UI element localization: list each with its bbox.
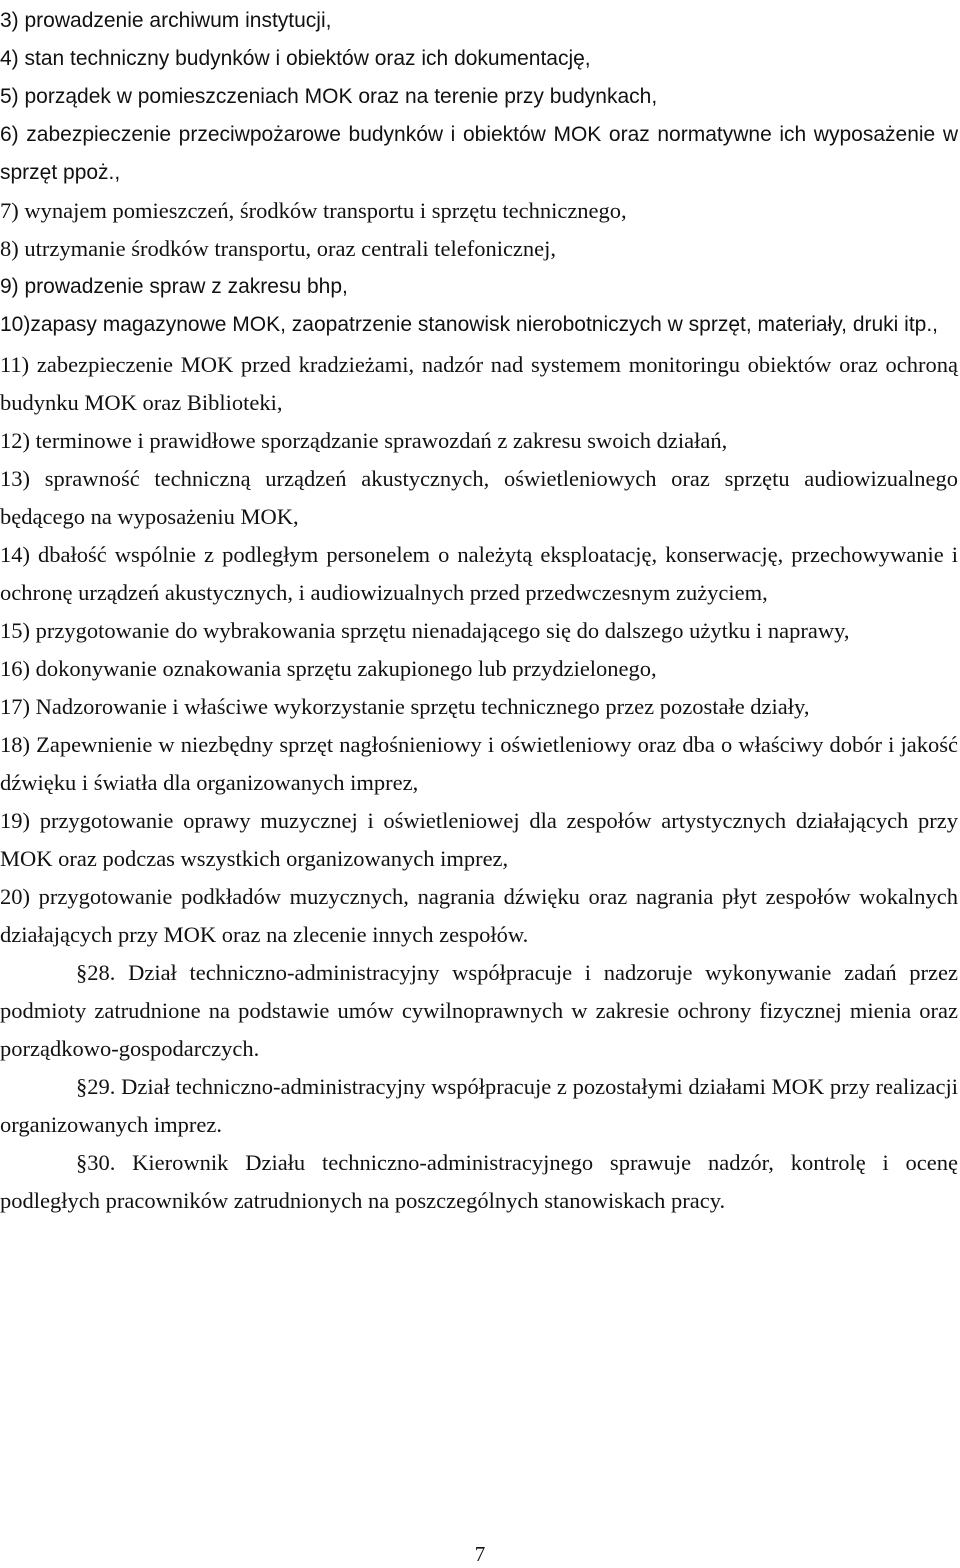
list-item: 18) Zapewnienie w niezbędny sprzęt nagłośnieniowy i oświetleniowy oraz dba o właściwy dobór i jakość dźwięku i światła dla organizowanych imprez, — [0, 732, 958, 795]
list-item: 16) dokonywanie oznakowania sprzętu zakupionego lub przydzielonego, — [0, 656, 657, 681]
list-item: 9) prowadzenie spraw z zakresu bhp, — [0, 275, 348, 298]
list-item: 15) przygotowanie do wybrakowania sprzętu nienadającego się do dalszego użytku i naprawy, — [0, 618, 850, 643]
list-item: 5) porządek w pomieszczeniach MOK oraz na terenie przy budynkach, — [0, 85, 658, 108]
list-item: 19) przygotowanie oprawy muzycznej i oświetleniowej dla zespołów artystycznych działających przy MOK oraz podczas wszystkich organizowanych imprez, — [0, 808, 958, 871]
list-item: 8) utrzymanie środków transportu, oraz centrali telefonicznej, — [0, 236, 557, 261]
page-number: 7 — [474, 1542, 486, 1566]
list-item: 10)zapasy magazynowe MOK, zaopatrzenie stanowisk nierobotniczych w sprzęt, materiały, druki itp., — [0, 313, 939, 336]
list-item: 13) sprawność techniczną urządzeń akustycznych, oświetleniowych oraz sprzętu audiowizualnego będącego na wyposażeniu MOK, — [0, 466, 958, 529]
document-body — [0, 2, 958, 1220]
section-paragraph: §30. Kierownik Działu techniczno-administracyjnego sprawuje nadzór, kontrolę i ocenę podległych pracowników zatrudnionych na poszczególnych stanowiskach pracy. — [0, 1150, 958, 1213]
list-item: 7) wynajem pomieszczeń, środków transportu i sprzętu technicznego, — [0, 198, 627, 223]
list-item: 17) Nadzorowanie i właściwe wykorzystanie sprzętu technicznego przez pozostałe działy, — [0, 694, 810, 719]
list-item: 3) prowadzenie archiwum instytucji, — [0, 9, 332, 32]
list-item: 4) stan techniczny budynków i obiektów oraz ich dokumentację, — [0, 47, 591, 70]
section-paragraph: §29. Dział techniczno-administracyjny współpracuje z pozostałymi działami MOK przy realizacji organizowanych imprez. — [0, 1074, 958, 1137]
list-item: 12) terminowe i prawidłowe sporządzanie sprawozdań z zakresu swoich działań, — [0, 428, 728, 453]
list-item: 11) zabezpieczenie MOK przed kradzieżami, nadzór nad systemem monitoringu obiektów oraz ochroną budynku MOK oraz Biblioteki, — [0, 352, 958, 415]
section-paragraph: §28. Dział techniczno-administracyjny współpracuje i nadzoruje wykonywanie zadań przez podmioty zatrudnione na podstawie umów cywilnoprawnych w zakresie ochrony fizycznej mienia oraz porządkowo-gospodarczych. — [0, 960, 958, 1061]
list-item: 14) dbałość wspólnie z podległym personelem o należytą eksploatację, konserwację, przechowywanie i ochronę urządzeń akustycznych, i audiowizualnych przed przedwczesnym zużyciem, — [0, 542, 958, 605]
list-item: 6) zabezpieczenie przeciwpożarowe budynków i obiektów MOK oraz normatywne ich wyposażenie w sprzęt ppoż., — [0, 123, 958, 184]
list-item: 20) przygotowanie podkładów muzycznych, nagrania dźwięku oraz nagrania płyt zespołów wokalnych działających przy MOK oraz na zlecenie innych zespołów. — [0, 884, 958, 947]
